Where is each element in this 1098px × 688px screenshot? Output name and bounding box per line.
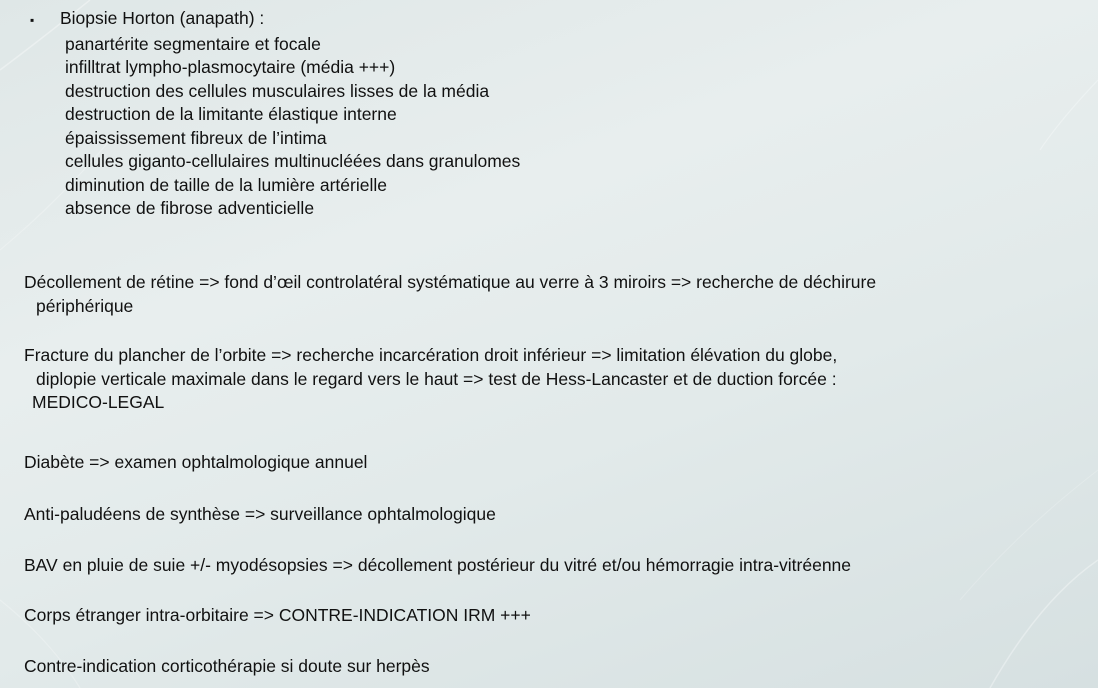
paragraph-retinal-detachment — [24, 271, 1092, 318]
bullet-heading-row — [30, 7, 520, 33]
paragraph-line: Contre-indication corticothérapie si doute sur herpès — [24, 656, 430, 676]
sub-item: destruction des cellules musculaires lisses de la média — [65, 80, 490, 101]
paragraph-line: diplopie verticale maximale dans le regard vers le haut => test de Hess-Lancaster et de duction forcée : — [36, 368, 837, 389]
paragraph-diabetes — [24, 451, 1092, 475]
sub-item: panartérite segmentaire et focale — [65, 33, 321, 54]
bullet-sub-items — [30, 33, 520, 221]
paragraph-orbital-floor-fracture — [24, 344, 1092, 415]
paragraph-foreign-body — [24, 604, 1092, 628]
paragraph-line: Corps étranger intra-orbitaire => CONTRE-INDICATION IRM +++ — [24, 605, 531, 625]
paragraph-line: Anti-paludéens de synthèse => surveillance ophtalmologique — [24, 504, 496, 524]
paragraph-line: Fracture du plancher de l’orbite => recherche incarcération droit inférieur => limitation élévation du globe, — [24, 345, 838, 365]
paragraph-line: Décollement de rétine => fond d’œil controlatéral systématique au verre à 3 miroirs => recherche de déchirure — [24, 272, 877, 292]
sub-item: épaississement fibreux de l’intima — [65, 127, 327, 148]
sub-item: cellules giganto-cellulaires multinucléées dans granulomes — [65, 151, 521, 171]
paragraph-line: MEDICO-LEGAL — [32, 392, 165, 412]
paragraph-line: BAV en pluie de suie +/- myodésopsies => décollement postérieur du vitré et/ou hémorragie intra-vitréenne — [24, 555, 852, 575]
paragraph-bav — [24, 554, 1092, 578]
paragraph-line: Diabète => examen ophtalmologique annuel — [24, 452, 368, 472]
horton-biopsy-bullet — [30, 7, 520, 221]
bullet-marker-icon: ▪ — [30, 13, 35, 27]
sub-item: absence de fibrose adventicielle — [65, 198, 315, 218]
paragraph-antimalarials — [24, 503, 1092, 527]
sub-item: infilltrat lympho-plasmocytaire (média +++) — [65, 57, 396, 77]
bullet-heading: Biopsie Horton (anapath) : — [60, 8, 265, 28]
paragraph-corticotherapy — [24, 655, 1092, 679]
sub-item: diminution de taille de la lumière artérielle — [65, 174, 387, 195]
sub-item: destruction de la limitante élastique interne — [65, 104, 397, 124]
paragraph-line: périphérique — [36, 295, 134, 316]
